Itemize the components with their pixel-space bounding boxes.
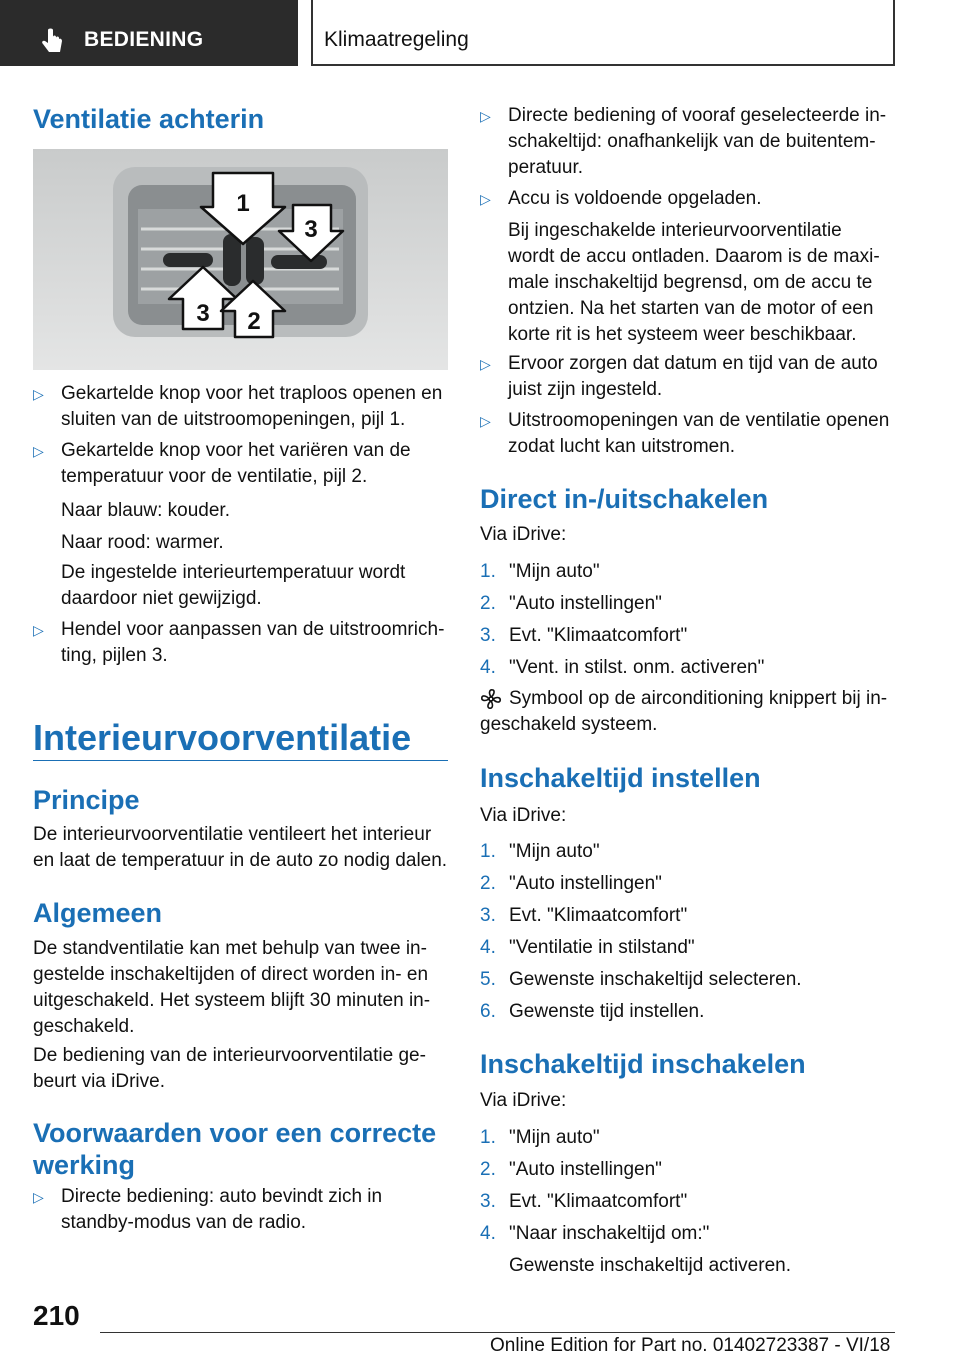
bullet-triangle-icon: ▷ [480, 356, 491, 372]
arrow-label-3-right: 3 [304, 216, 318, 243]
bullet-subtext: Naar rood: warmer. [61, 532, 224, 553]
header-divider-right [893, 0, 895, 66]
bullet-triangle-icon: ▷ [33, 386, 44, 402]
via-idrive-label: Via iDrive: [480, 524, 567, 545]
heading-ventilatie-achterin: Ventilatie achterin [33, 104, 265, 134]
page-number: 210 [33, 1300, 80, 1331]
step-subtext: Gewenste inschakeltijd activeren. [509, 1255, 791, 1276]
bullet-triangle-icon: ▷ [480, 108, 491, 124]
rear-vent-photo [33, 149, 448, 370]
heading-algemeen: Algemeen [33, 898, 163, 928]
footer-edition: Online Edition for Part no. 01402723387 - VI/18 [490, 1335, 891, 1356]
bullet-triangle-icon: ▷ [480, 191, 491, 207]
heading-principe: Principe [33, 785, 140, 815]
via-idrive-label: Via iDrive: [480, 1090, 567, 1111]
header-underline [311, 64, 895, 66]
heading-inschakeltijd-instellen: Inschakeltijd instellen [480, 763, 761, 793]
arrow-label-2: 2 [247, 308, 261, 335]
arrow-label-3-left: 3 [196, 300, 210, 327]
bullet-triangle-icon: ▷ [33, 622, 44, 638]
header-section-bar [0, 0, 298, 66]
heading-voorwaarden: Voorwaarden voor een correcte werking [33, 1118, 437, 1180]
bullet-triangle-icon: ▷ [480, 413, 491, 429]
bullet-subtext: Naar blauw: kouder. [61, 500, 230, 521]
footer-rule [100, 1332, 895, 1333]
heading-inschakeltijd-inschakelen: Inschakeltijd inschakelen [480, 1049, 806, 1079]
via-idrive-label: Via iDrive: [480, 805, 567, 826]
bullet-triangle-icon: ▷ [33, 1189, 44, 1205]
heading-rule [33, 760, 448, 761]
heading-direct: Direct in-/uitschakelen [480, 484, 769, 514]
heading-interieurvoorventilatie: Interieurvoorventilatie [33, 717, 412, 758]
rear-vent-illustration [33, 149, 448, 370]
arrow-label-1: 1 [236, 190, 250, 217]
header-section-title: BEDIENING [84, 28, 204, 51]
bullet-triangle-icon: ▷ [33, 443, 44, 459]
header-divider [311, 0, 313, 66]
header-chapter-title: Klimaatregeling [324, 28, 469, 51]
hand-pointer-icon [38, 26, 68, 56]
